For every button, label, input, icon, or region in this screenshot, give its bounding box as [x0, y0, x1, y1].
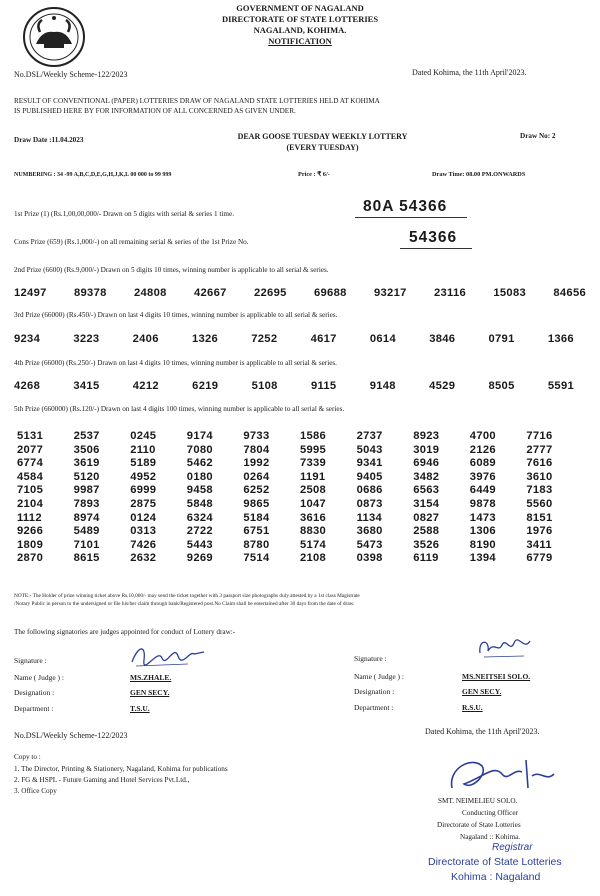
fifth-prize-number: 9174 [186, 430, 213, 442]
fifth-prize-number: 7804 [243, 443, 270, 456]
fifth-prize-number: 5848 [186, 497, 213, 510]
fifth-prize-number: 5473 [356, 538, 383, 551]
fifth-prize-number: 6779 [526, 552, 553, 565]
intro-line-1: RESULT OF CONVENTIONAL (PAPER) LOTTERIES DRAW OF NAGALAND STATE LOTTERIES HELD AT KOHIMA [14, 97, 380, 105]
fifth-prize-number: 5189 [130, 457, 157, 470]
fifth-prize-number: 1809 [17, 538, 44, 551]
numbering-info: NUMBERING : 34 -99 A,B,C,D,E,G,H,J,K,L 00 000 to 99 999 [14, 172, 172, 178]
first-prize-underline [355, 217, 467, 218]
copy-item-3: 3. Office Copy [14, 787, 57, 795]
fifth-prize-number: 7105 [17, 484, 44, 497]
fifth-prize-number: 2110 [130, 443, 156, 456]
second-prize-label: 2nd Prize (6600) (Rs.9,000/-) Drawn on 5 digits 10 times, winning number is applicable to all serial & series. [14, 266, 329, 274]
reference-number: No.DSL/Weekly Scheme-122/2023 [14, 70, 128, 79]
fifth-prize-number: 9458 [186, 484, 213, 497]
fifth-prize-number: 9269 [186, 552, 213, 565]
fourth-prize-number: 5591 [547, 380, 574, 392]
fifth-prize-number: 2632 [130, 552, 157, 565]
fifth-prize-number: 0398 [356, 552, 383, 565]
fourth-prize-number: 8505 [488, 380, 515, 392]
third-prize-number: 4617 [310, 333, 337, 345]
judge-left-department-label: Department : [14, 704, 54, 713]
fifth-prize-number: 5174 [299, 538, 327, 551]
cons-prize-label: Cons Prize (659) (Rs.1,000/-) on all remaining serial & series of the 1st Prize No. [14, 238, 249, 246]
fifth-prize-number: 3411 [526, 538, 552, 551]
third-prize-numbers [14, 333, 586, 345]
fifth-prize-number: 6089 [469, 457, 496, 470]
fifth-prize-numbers [17, 430, 583, 566]
third-prize-number: 1366 [547, 333, 574, 345]
fifth-prize-number: 0245 [130, 430, 157, 442]
header-government: GOVERNMENT OF NAGALAND [236, 3, 364, 13]
copy-to-label: Copy to : [14, 753, 41, 761]
fifth-prize-number: 1473 [469, 511, 496, 524]
fifth-prize-number: 7893 [73, 497, 100, 510]
note [14, 593, 590, 608]
fifth-prize-number: 6774 [17, 457, 44, 470]
fifth-prize-number: 0180 [186, 470, 213, 483]
footer-reference: No.DSL/Weekly Scheme-122/2023 [14, 731, 128, 740]
fifth-prize-number: 4700 [469, 430, 496, 442]
second-prize-numbers [14, 287, 586, 299]
cons-prize-underline [400, 248, 472, 249]
third-prize-number: 3223 [73, 333, 100, 345]
fifth-prize-number: 2108 [299, 552, 327, 565]
fifth-prize-number: 7339 [299, 457, 327, 470]
fifth-prize-number: 6946 [413, 457, 440, 470]
intro-line-2: IS PUBLISHED HERE BY FOR INFORMATION OF ALL CONCERNED AS GIVEN UNDER. [14, 107, 296, 115]
fifth-prize-number: 6324 [186, 511, 213, 524]
fifth-prize-number: 9865 [243, 497, 270, 510]
lottery-frequency: (EVERY TUESDAY) [286, 143, 359, 152]
third-prize-number: 3846 [429, 333, 456, 345]
fifth-prize-number: 7716 [526, 430, 553, 442]
fifth-prize-number: 7616 [526, 457, 553, 470]
fifth-prize-number: 2104 [17, 497, 44, 510]
fifth-prize-number: 1134 [356, 511, 383, 524]
lottery-name: DEAR GOOSE TUESDAY WEEKLY LOTTERY [237, 132, 408, 141]
header-location: NAGALAND, KOHIMA. [253, 25, 347, 35]
fifth-prize-number: 2508 [299, 484, 327, 497]
judge-left-signature-icon [128, 640, 208, 670]
fifth-prize-number: 8190 [469, 538, 496, 551]
fifth-prize-label: 5th Prize (660000) (Rs.120/-) Drawn on last 4 digits 100 times, winning number is applicable to all serial & series. [14, 405, 345, 413]
draw-time: Draw Time: 08.00 PM.ONWARDS [432, 171, 526, 178]
officer-signature-icon [442, 748, 562, 798]
second-prize-number: 42667 [194, 287, 227, 299]
third-prize-label: 3rd Prize (66000) (Rs.450/-) Drawn on last 4 digits 10 times, winning number is applicable to all serial & series. [14, 311, 338, 319]
fifth-prize-number: 2077 [17, 443, 44, 456]
fifth-prize-number: 9987 [73, 484, 100, 497]
fifth-prize-number: 5043 [356, 443, 383, 456]
fifth-prize-number: 0686 [356, 484, 383, 497]
first-prize-label: 1st Prize (1) (Rs.1,00,00,000/- Drawn on 5 digits with serial & series 1 time. [14, 210, 234, 218]
fifth-prize-number: 2588 [413, 525, 440, 538]
fifth-prize-number: 9733 [243, 430, 270, 442]
officer-name: SMT. NEIMELIEU SOLO. [438, 797, 518, 805]
judges-intro: The following signatories are judges appointed for conduct of Lottery draw:- [14, 628, 236, 636]
officer-place: Nagaland :: Kohima. [460, 833, 521, 841]
fifth-prize-number: 8974 [73, 511, 100, 524]
fifth-prize-number: 3616 [299, 511, 327, 524]
fourth-prize-number: 4212 [132, 380, 159, 392]
fourth-prize-label: 4th Prize (66000) (Rs.250/-) Drawn on last 4 digits 10 times, winning number is applicable to all serial & series. [14, 359, 337, 367]
fifth-prize-number: 1112 [17, 511, 42, 524]
fifth-prize-number: 5462 [186, 457, 213, 470]
stamp-registrar: Registrar [492, 842, 533, 853]
fifth-prize-number: 4584 [17, 470, 44, 483]
third-prize-number: 2406 [132, 333, 159, 345]
fifth-prize-number: 3506 [73, 443, 100, 456]
officer-department: Directorate of State Lotteries [437, 821, 521, 829]
third-prize-number: 7252 [251, 333, 278, 345]
fifth-prize-number: 6751 [243, 525, 270, 538]
fourth-prize-number: 9148 [369, 380, 396, 392]
judge-right-signature-label: Signature : [354, 654, 387, 663]
judge-right-signature-icon [474, 633, 544, 661]
third-prize-number: 1326 [191, 333, 219, 345]
fifth-prize-number: 3154 [413, 497, 440, 510]
fifth-prize-number: 0124 [130, 511, 157, 524]
fifth-prize-number: 8830 [299, 525, 327, 538]
fourth-prize-numbers [14, 380, 586, 392]
second-prize-number: 93217 [374, 287, 407, 299]
fourth-prize-number: 3415 [73, 380, 100, 392]
fifth-prize-number: 2870 [17, 552, 44, 565]
fourth-prize-number: 9115 [310, 380, 337, 392]
fifth-prize-number: 5184 [243, 511, 270, 524]
fifth-prize-number: 0264 [243, 470, 270, 483]
fifth-prize-number: 3019 [413, 443, 440, 456]
copy-item-1: 1. The Director, Printing & Stationery, Nagaland, Kohima for publications [14, 765, 228, 773]
second-prize-number: 69688 [314, 287, 347, 299]
judge-left-designation: GEN SECY. [130, 688, 170, 697]
fifth-prize-number: 4952 [130, 470, 157, 483]
fifth-prize-number: 8615 [73, 552, 100, 565]
second-prize-number: 23116 [434, 287, 466, 299]
judge-left-name: MS.ZHALE. [130, 673, 172, 682]
fourth-prize-number: 6219 [192, 380, 219, 392]
fifth-prize-number: 2875 [130, 497, 157, 510]
judge-left-signature-label: Signature : [14, 656, 47, 665]
fifth-prize-number: 3619 [73, 457, 100, 470]
officer-title: Conducting Officer [462, 809, 518, 817]
second-prize-number: 24808 [134, 287, 167, 299]
second-prize-number: 22695 [254, 287, 287, 299]
header-notification: NOTIFICATION [268, 36, 332, 46]
stamp-directorate: Directorate of State Lotteries [428, 856, 562, 868]
judge-right-name: MS.NEITSEI SOLO. [462, 672, 531, 681]
copy-item-2: 2. FG & HSPL - Future Gaming and Hotel Services Pvt.Ltd., [14, 776, 190, 784]
fifth-prize-number: 7101 [73, 538, 100, 551]
fifth-prize-number: 2126 [469, 443, 496, 456]
note-line-2: /Notary Public in person to the undersigned or file his/her claim through bank/Registered post.No Claim shall be entertained after 30 days from the date of draw. [14, 600, 355, 607]
fifth-prize-number: 8923 [413, 430, 440, 442]
third-prize-number: 9234 [14, 333, 41, 345]
fifth-prize-number: 9341 [356, 457, 383, 470]
judge-right-department-label: Department : [354, 703, 394, 712]
second-prize-number: 15083 [493, 287, 526, 299]
fifth-prize-number: 8151 [526, 511, 553, 524]
fifth-prize-number: 2722 [186, 525, 213, 538]
fifth-prize-number: 5489 [73, 525, 100, 538]
ticket-price: Price : ₹ 6/- [298, 171, 330, 178]
fifth-prize-number: 5995 [299, 443, 327, 456]
fourth-prize-number: 4529 [429, 380, 456, 392]
fifth-prize-number: 3482 [413, 470, 440, 483]
fifth-prize-number: 5560 [526, 497, 553, 510]
judge-left-name-label: Name ( Judge ) : [14, 673, 64, 682]
fifth-prize-number: 1992 [243, 457, 270, 470]
note-line-1: NOTE:- The Holder of prize winning ticket above Rs.10,000/- may send the ticket together with 3 passport size photographs duly attested by a 1st class Magistrate [14, 593, 360, 599]
fourth-prize-number: 5108 [251, 380, 278, 392]
fifth-prize-number: 7426 [130, 538, 157, 551]
first-prize-number: 80A 54366 [363, 198, 448, 215]
judge-left-designation-label: Designation : [14, 688, 55, 697]
cons-prize-number: 54366 [409, 229, 458, 246]
judge-right-department: R.S.U. [462, 703, 483, 712]
fifth-prize-number: 6119 [413, 552, 439, 565]
fifth-prize-number: 5131 [17, 430, 44, 442]
fifth-prize-number: 7183 [526, 484, 553, 497]
fifth-prize-number: 1586 [299, 430, 327, 442]
header-directorate: DIRECTORATE OF STATE LOTTERIES [221, 14, 379, 24]
fifth-prize-number: 1394 [469, 552, 496, 565]
draw-number: Draw No: 2 [520, 132, 556, 140]
fifth-prize-number: 6449 [469, 484, 496, 497]
second-prize-number: 84656 [553, 287, 586, 299]
dated-line: Dated Kohima, the 11th April'2023. [412, 68, 527, 77]
fifth-prize-number: 3610 [526, 470, 553, 483]
fifth-prize-number: 3976 [469, 470, 496, 483]
third-prize-number: 0614 [369, 333, 396, 345]
fifth-prize-number: 9878 [469, 497, 496, 510]
stamp-location: Kohima : Nagaland [451, 871, 541, 883]
fifth-prize-number: 2537 [73, 430, 100, 442]
fifth-prize-number: 6999 [130, 484, 157, 497]
fifth-prize-number: 3680 [356, 525, 383, 538]
fifth-prize-number: 3526 [413, 538, 440, 551]
judge-right-name-label: Name ( Judge ) : [354, 672, 404, 681]
fifth-prize-number: 9405 [356, 470, 383, 483]
judge-right-designation-label: Designation : [354, 687, 395, 696]
fifth-prize-number: 6252 [243, 484, 270, 497]
footer-dated: Dated Kohima, the 11th April'2023. [425, 727, 540, 736]
fifth-prize-number: 2777 [526, 443, 553, 456]
judge-right-designation: GEN SECY. [462, 687, 502, 696]
fifth-prize-number: 5443 [186, 538, 213, 551]
fifth-prize-number: 7514 [243, 552, 270, 565]
fifth-prize-number: 5120 [73, 470, 100, 483]
fifth-prize-number: 0313 [130, 525, 157, 538]
fourth-prize-number: 4268 [14, 380, 41, 392]
fifth-prize-number: 1976 [526, 525, 553, 538]
fifth-prize-number: 0873 [356, 497, 383, 510]
fifth-prize-number: 2737 [356, 430, 383, 442]
third-prize-number: 0791 [488, 333, 515, 345]
fifth-prize-number: 0827 [413, 511, 440, 524]
fifth-prize-number: 6563 [413, 484, 440, 497]
fifth-prize-number: 1306 [469, 525, 496, 538]
draw-date: Draw Date :11.04.2023 [14, 136, 84, 144]
judge-left-department: T.S.U. [130, 704, 150, 713]
fifth-prize-number: 9266 [17, 525, 44, 538]
fifth-prize-number: 1191 [299, 470, 326, 483]
fifth-prize-number: 8780 [243, 538, 270, 551]
fifth-prize-number: 7080 [186, 443, 213, 456]
second-prize-number: 12497 [14, 287, 47, 299]
fifth-prize-number: 1047 [299, 497, 327, 510]
second-prize-number: 89378 [74, 287, 107, 299]
